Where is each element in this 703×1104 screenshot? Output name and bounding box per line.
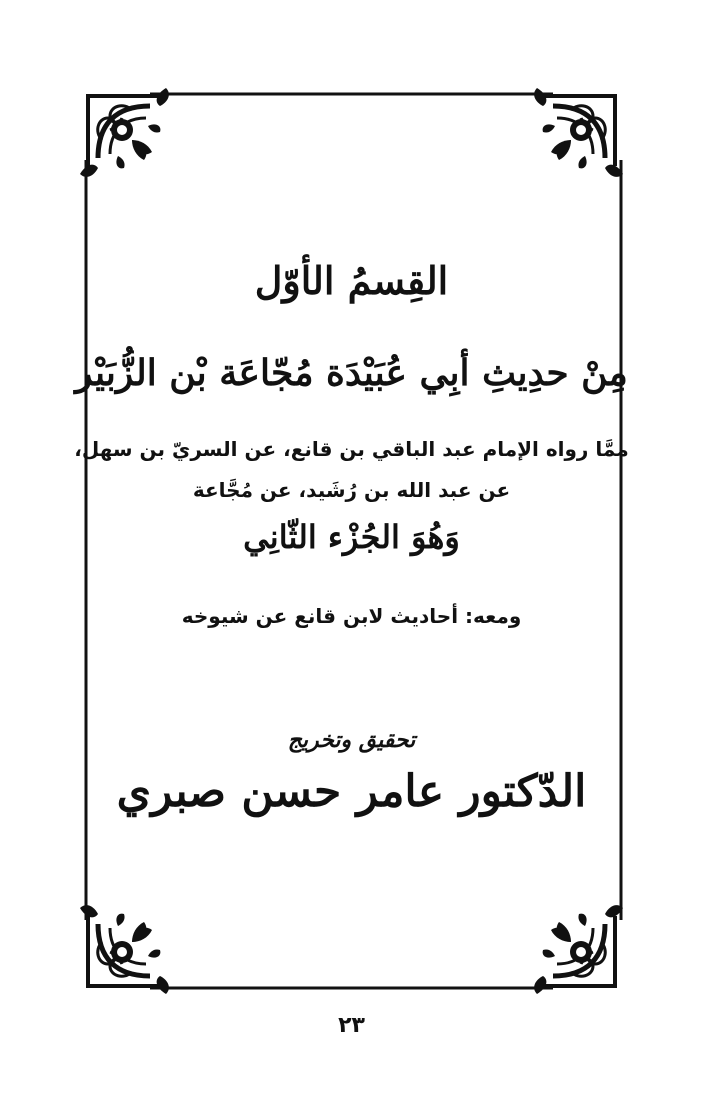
section-title: القِسمُ الأوّل: [254, 258, 449, 303]
hadith-title: مِنْ حدِيثِ أبِي عُبَيْدَة مُجّاعَة بْن الزُّبَيْر: [75, 352, 628, 394]
narration-line-2: عن عبد الله بن رُشَيد، عن مُجَّاعة: [192, 478, 511, 502]
page-number: ٢٣: [338, 1013, 365, 1038]
part-title: وَهُوَ الجُزْء الثّانِي: [243, 518, 460, 556]
top-left-ornament-icon: [80, 88, 169, 177]
top-right-ornament-icon: [534, 88, 623, 177]
narration-line-1: ممَّا رواه الإمام عبد الباقي بن قانع، عن السريّ بن سهل،: [74, 437, 629, 461]
author-name: الدّكتور عامر حسن صبري: [116, 766, 587, 817]
bottom-left-ornament-icon: [80, 905, 169, 994]
appendix-line: ومعه: أحاديث لابن قانع عن شيوخه: [181, 604, 522, 628]
bottom-right-ornament-icon: [534, 905, 623, 994]
edited-by-label: تحقيق وتخريج: [287, 727, 416, 753]
